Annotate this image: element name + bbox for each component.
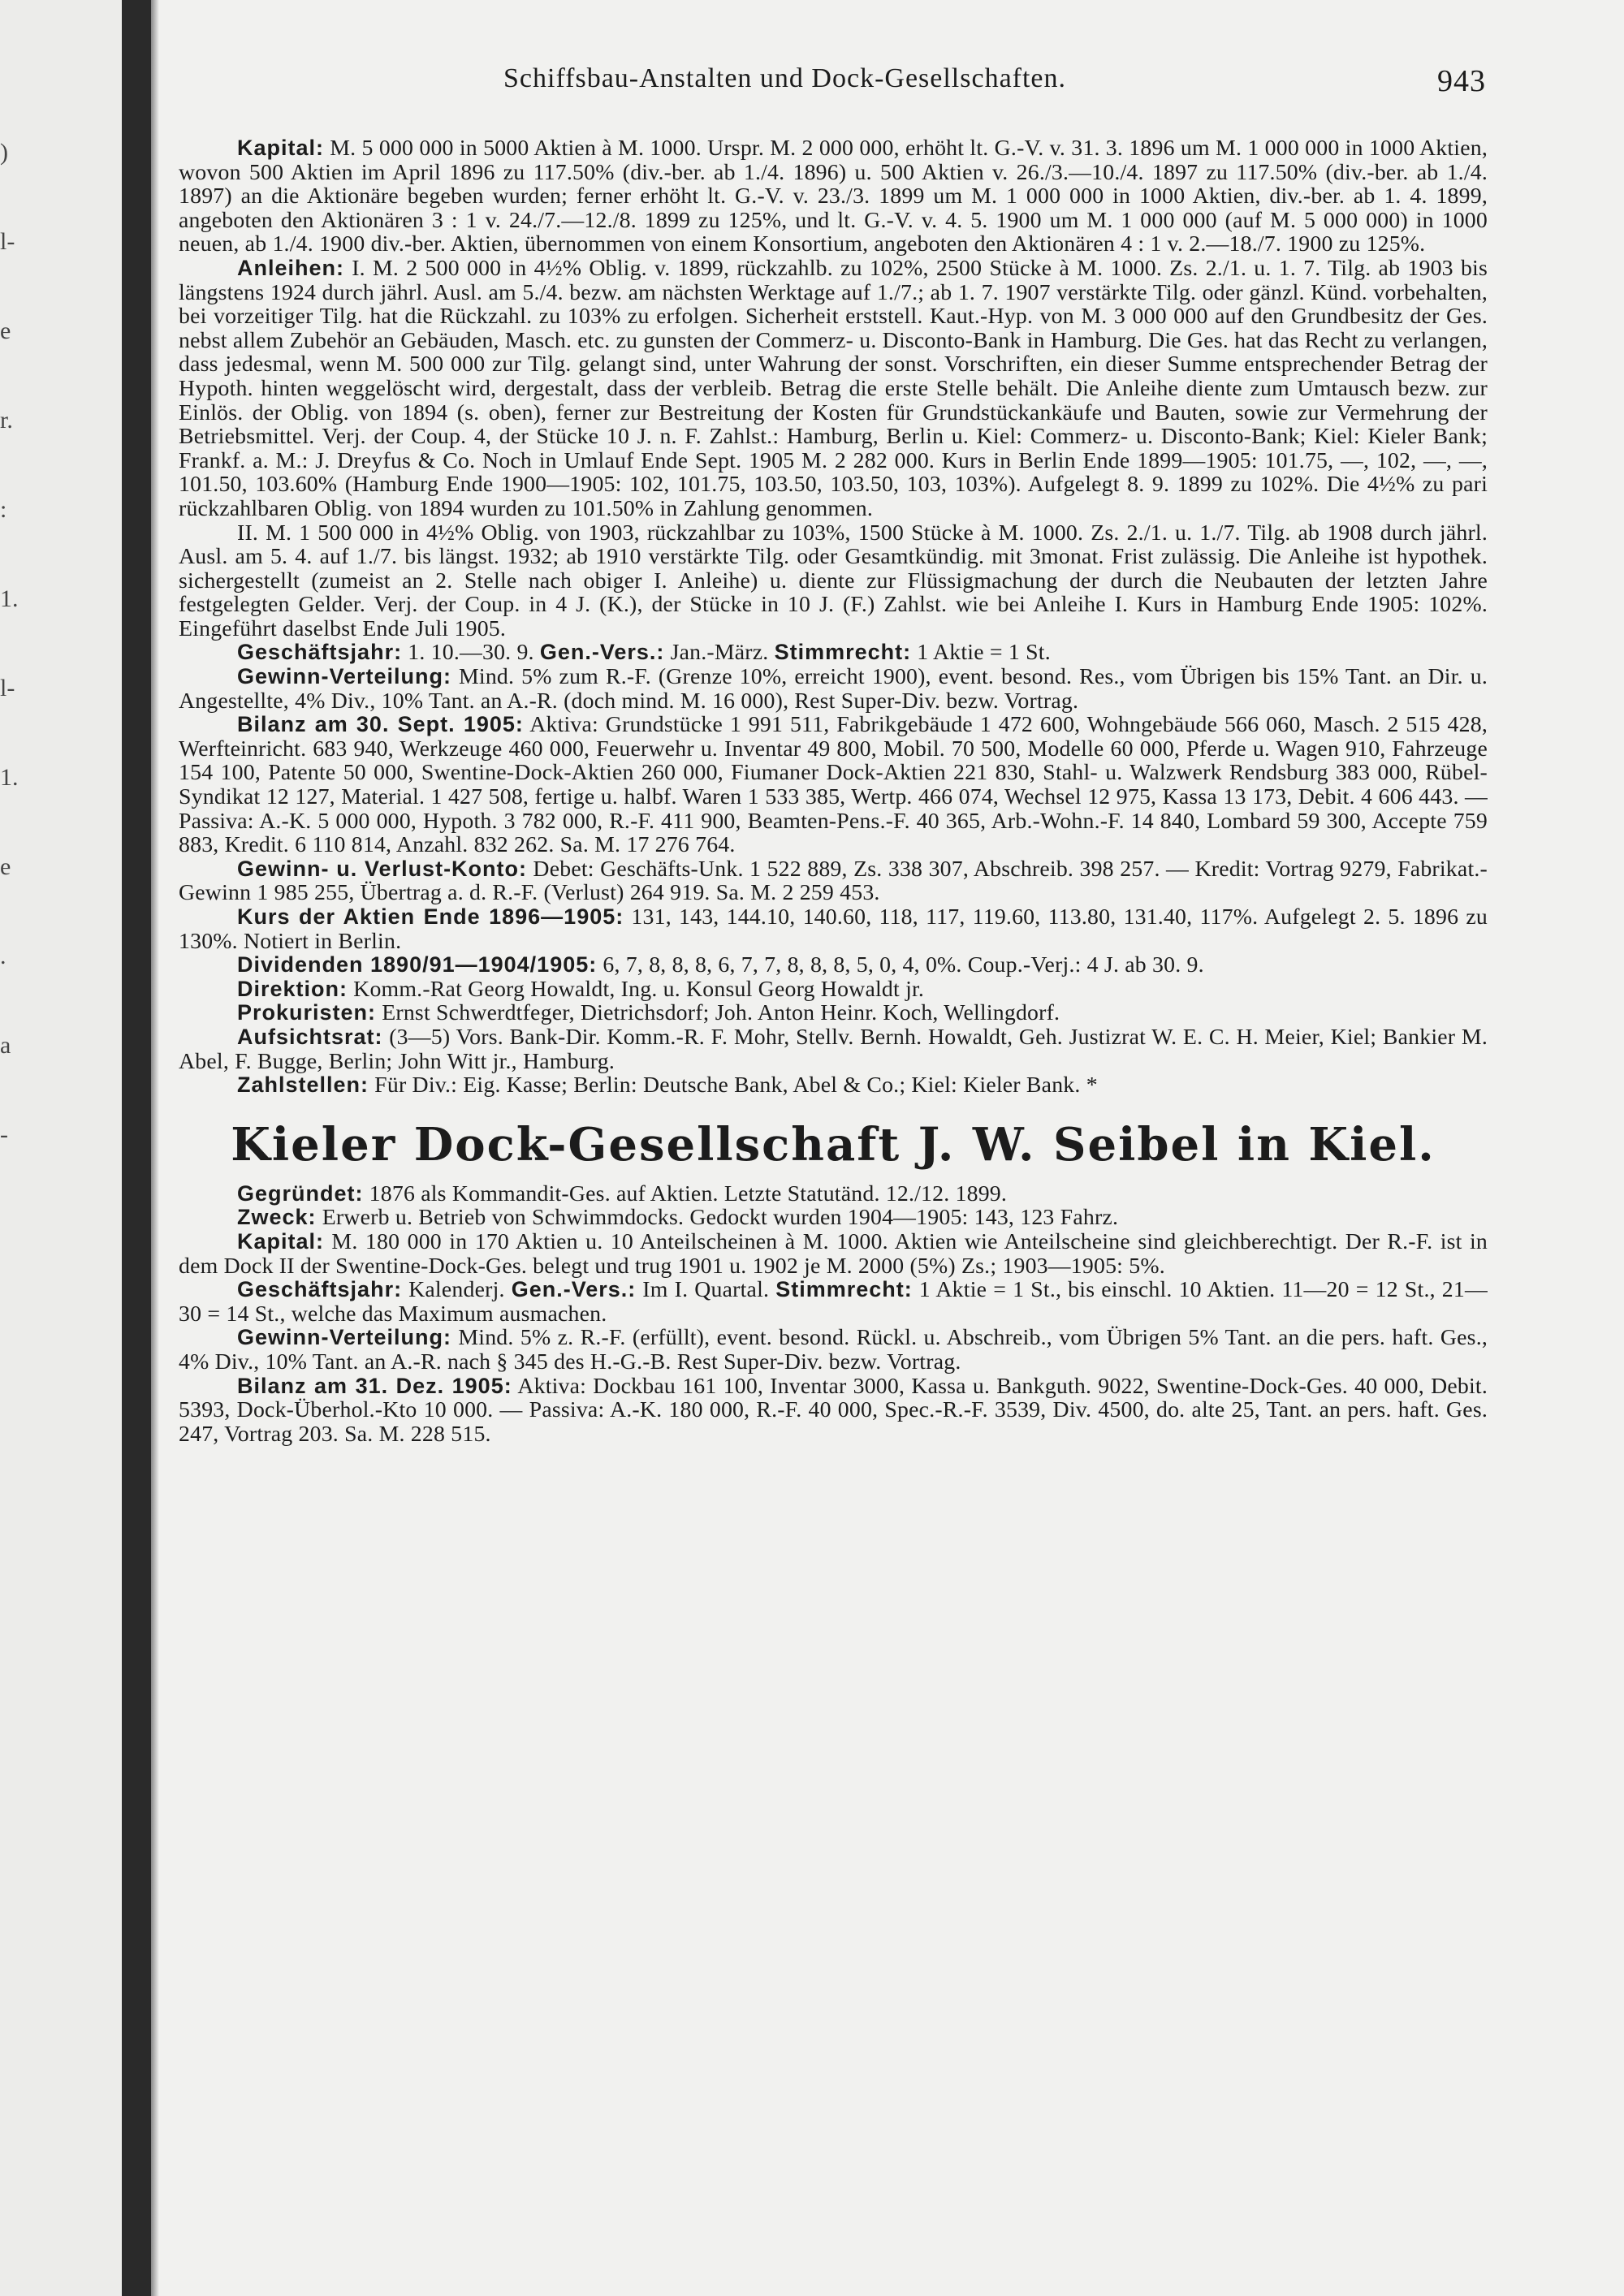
entry-label: Gegründet: bbox=[237, 1180, 364, 1206]
entry-zweck bbox=[179, 1206, 1488, 1230]
entry-text: Aktiva: Dockbau 161 100, Inventar 3000, Kassa u. Bankguth. 9022, Swentine-Dock-Ges. 40 000, Debit. 5393, Dock-Überhol.-Kto 10 000. — Passiva: A.-K. 180 000, R.-F. 40 000, Spec.-R.-F. 3539, Div. 4500, do. alte 25, Tant. an pers. haft. Ges. 247, Vortrag 203. Sa. M. 228 515. bbox=[179, 1373, 1488, 1447]
entry-gewinn-verteilung-2 bbox=[179, 1326, 1488, 1374]
entry-bilanz-2 bbox=[179, 1375, 1488, 1447]
margin-fragment: : bbox=[0, 496, 7, 523]
entry-label: Bilanz am 31. Dez. 1905: bbox=[237, 1373, 512, 1398]
margin-fragment: 1. bbox=[0, 585, 19, 612]
entry-anleihen bbox=[179, 257, 1488, 521]
entry-kapital bbox=[179, 136, 1488, 257]
entry-text: 1 Aktie = 1 St. bbox=[911, 640, 1051, 666]
entry-label: Geschäftsjahr: bbox=[237, 640, 403, 665]
entry-aufsichtsrat bbox=[179, 1025, 1488, 1073]
page-edge bbox=[151, 0, 159, 2296]
entry-text: 1 Aktie = 1 St., bis einschl. 10 Aktien. 11—20 = 12 St., 21—30 = 14 St., welche das Maximum ausmachen. bbox=[179, 1277, 1488, 1327]
entry-text: Im I. Quartal. bbox=[636, 1277, 776, 1303]
book-spine-shadow bbox=[122, 0, 151, 2296]
entry-text: II. M. 1 500 000 in 4½% Oblig. von 1903, rückzahlbar zu 103%, 1500 Stücke à M. 1000. Zs. 2./1. u. 1./7. Tilg. ab 1908 durch jährl. Ausl. am 5. 4. auf 1./7. bis längst. 1932; ab 1910 verstärkte Tilg. oder Gesamtkündig. mit 3monat. Frist zulässig. Die Anleihe ist hypothek. sichergestellt (zumeist an 2. Stelle nach obiger I. Anleihe) u. diente zur Flüssigmachung der durch die Neubauten der letzten Jahre festgelegten Gelder. Verj. der Coup. in 4 J. (K.), der Stücke in 10 J. (F.) Zahlst. wie bei Anleihe I. Kurs in Hamburg Ende 1905: 102%. Eingeführt daselbst Ende Juli 1905. bbox=[179, 520, 1488, 641]
margin-fragment: l- bbox=[0, 228, 15, 255]
entry-direktion bbox=[179, 978, 1488, 1002]
previous-page-margin bbox=[0, 0, 122, 2296]
margin-fragment: a bbox=[0, 1032, 11, 1059]
entry-label: Kurs der Aktien Ende 1896—1905: bbox=[237, 904, 624, 929]
entry-label: Geschäftsjahr: bbox=[237, 1277, 403, 1302]
entry-text: Ernst Schwerdtfeger, Dietrichsdorf; Joh. Anton Heinr. Koch, Wellingdorf. bbox=[376, 1000, 1060, 1026]
entry-text: (3—5) Vors. Bank-Dir. Komm.-R. F. Mohr, Stellv. Bernh. Howaldt, Geh. Justizrat W. E. C. H. Meier, Kiel; Bankier M. Abel, F. Bugge, Berlin; John Witt jr., Hamburg. bbox=[179, 1024, 1488, 1074]
entry-label: Kapital: bbox=[237, 1228, 325, 1254]
entry-zahlstellen bbox=[179, 1073, 1488, 1098]
margin-fragment: . bbox=[0, 943, 6, 969]
header-title: Schiffsbau-Anstalten und Dock-Gesellschaften. bbox=[503, 63, 1067, 93]
company-title: Kieler Dock-Gesellschaft J. W. Seibel in Kiel. bbox=[231, 1117, 1436, 1172]
entry-text: Kalenderj. bbox=[402, 1277, 512, 1303]
entry-label: Stimmrecht: bbox=[775, 1277, 913, 1302]
margin-fragment: e bbox=[0, 317, 11, 344]
entry-text: M. 180 000 in 170 Aktien u. 10 Anteilscheinen à M. 1000. Aktien wie Anteilscheine sind gleichberechtigt. Der R.-F. ist in dem Dock II der Swentine-Dock-Ges. belegt und trug 1901 u. 1902 je M. 2000 (5%) Zs.; 1903—1905: 5%. bbox=[179, 1228, 1488, 1279]
entry-text: 6, 7, 8, 8, 8, 6, 7, 7, 8, 8, 8, 5, 0, 4, 0%. Coup.-Verj.: 4 J. ab 30. 9. bbox=[597, 952, 1204, 978]
entry-label: Aufsichtsrat: bbox=[237, 1024, 383, 1049]
entry-label: Prokuristen: bbox=[237, 1000, 377, 1025]
margin-fragment: - bbox=[0, 1121, 8, 1148]
entry-text: Für Div.: Eig. Kasse; Berlin: Deutsche Bank, Abel & Co.; Kiel: Kieler Bank. * bbox=[369, 1072, 1098, 1098]
entry-gegruendet bbox=[179, 1182, 1488, 1206]
entry-text: 1876 als Kommandit-Ges. auf Aktien. Letzte Statutänd. 12./12. 1899. bbox=[363, 1180, 1008, 1206]
entry-label: Gewinn- u. Verlust-Konto: bbox=[237, 856, 528, 881]
entry-gewinn-verlust bbox=[179, 857, 1488, 905]
entry-label: Bilanz am 30. Sept. 1905: bbox=[237, 712, 524, 737]
entry-text: Erwerb u. Betrieb von Schwimmdocks. Gedockt wurden 1904—1905: 143, 123 Fahrz. bbox=[316, 1205, 1119, 1231]
margin-fragment: ) bbox=[0, 139, 8, 166]
entry-label: Gewinn-Verteilung: bbox=[237, 1325, 452, 1350]
entry-text: I. M. 2 500 000 in 4½% Oblig. v. 1899, rückzahlb. zu 102%, 2500 Stücke à M. 1000. Zs. 2./1. u. 1. 7. Tilg. ab 1903 bis längstens 1924 durch jährl. Ausl. am 5./4. bezw. am nächsten Werktage auf 1./7.; ab 1. 7. 1907 verstärkte Tilg. oder gänzl. Künd. vorbehalten, bei vorzeitiger Tilg. hat die Rückzahl. zu 103% zu erfolgen. Sicherheit erststell. Kaut.-Hyp. von M. 3 000 000 auf den Grundbesitz der Ges. nebst allem Zubehör an Gebäuden, Masch. etc. zu gunsten der Commerz- u. Disconto-Bank in Hamburg. Die Ges. hat das Recht zu verlangen, dass jedesmal, wenn M. 500 000 zur Tilg. gelangt sind, unter Wahrung der sonst. Vorschriften, ein dieser Summe entsprechender Betrag der Hypoth. hinten weggelöscht wird, dergestalt, dass der verbleib. Betrag die erste Stelle behält. Die Anleihe diente zum Umtausch bezw. zur Einlös. der Oblig. von 1894 (s. oben), ferner zur Bestreitung der Kosten für Grundstückankäufe und Bauten, sowie zur Vermehrung der Betriebsmittel. Verj. der Coup. 4, der Stücke 10 J. n. F. Zahlst.: Hamburg, Berlin u. Kiel: Commerz- u. Disconto-Bank; Kiel: Kieler Bank; Frankf. a. M.: J. Dreyfus & Co. Noch in Umlauf Ende Sept. 1905 M. 2 282 000. Kurs in Berlin Ende 1899—1905: 101.75, —, 102, —, —, 101.50, 103.60% (Hamburg Ende 1900—1905: 102, 101.75, 103.50, 103.50, 103, 103%). Aufgelegt 8. 9. 1899 zu 102%. Die 4½% zu pari rückzahlbaren Oblig. von 1894 wurden zu 101.50% in Zahlung genommen. bbox=[179, 255, 1488, 521]
entry-text: Aktiva: Grundstücke 1 991 511, Fabrikgebäude 1 472 600, Wohngebäude 566 060, Masch. 2 515 428, Werfteinricht. 683 940, Werkzeuge 460 000, Feuerwehr u. Inventar 49 800, Mobil. 70 500, Modelle 60 000, Pferde u. Wagen 910, Fahrzeuge 154 100, Patente 50 000, Swentine-Dock-Aktien 260 000, Fiumaner Dock-Aktien 221 830, Stahl- u. Walzwerk Rendsburg 383 000, Rübel-Syndikat 12 127, Material. 1 427 508, fertige u. halbf. Waren 1 533 385, Wertp. 466 074, Wechsel 12 975, Kassa 13 173, Debit. 4 606 443. — Passiva: A.-K. 5 000 000, Hypoth. 3 782 000, R.-F. 411 900, Beamten-Pens.-F. 40 365, Arb.-Wohn.-F. 14 840, Lombard 59 300, Accepte 759 883, Kredit. 6 110 814, Anzahl. 832 262. Sa. M. 17 276 764. bbox=[179, 712, 1488, 858]
entry-text: Jan.-März. bbox=[664, 640, 775, 666]
entry-kurs bbox=[179, 905, 1488, 953]
entry-label: Dividenden 1890/91—1904/1905: bbox=[237, 952, 598, 978]
entry-label: Kapital: bbox=[237, 136, 325, 160]
margin-fragment: e bbox=[0, 853, 11, 880]
running-header bbox=[341, 63, 1608, 98]
entry-kapital-2 bbox=[179, 1230, 1488, 1278]
entry-label: Gen.-Vers.: bbox=[511, 1277, 637, 1302]
margin-fragment: 1. bbox=[0, 764, 19, 791]
entry-text: Mind. 5% zum R.-F. (Grenze 10%, erreicht 1900), event. besond. Res., vom Übrigen bis 15% Tant. an Dir. u. Angestellte, 4% Div., 10% Tant. an A.-R. (doch mind. M. 16 000), Rest Super-Div. bezw. Vortrag. bbox=[179, 664, 1488, 714]
entry-anleihe-ii bbox=[179, 521, 1488, 641]
entry-label: Anleihen: bbox=[237, 255, 345, 280]
entry-text: 1. 10.—30. 9. bbox=[402, 640, 540, 666]
document-body bbox=[179, 136, 1488, 1446]
entry-label: Zahlstellen: bbox=[237, 1072, 369, 1098]
entry-label: Stimmrecht: bbox=[774, 640, 912, 665]
entry-text: Mind. 5% z. R.-F. (erfüllt), event. besond. Rückl. u. Abschreib., vom Übrigen 5% Tant. an die pers. haft. Ges., 4% Div., 10% Tant. an A.-R. nach § 345 des H.-G.-B. Rest Super-Div. bezw. Vortrag. bbox=[179, 1325, 1488, 1375]
entry-gewinn-verteilung bbox=[179, 665, 1488, 713]
entry-text: Debet: Geschäfts-Unk. 1 522 889, Zs. 338 307, Abschreib. 398 257. — Kredit: Vortrag 9279, Fabrikat.-Gewinn 1 985 255, Übertrag a. d. R.-F. (Verlust) 264 919. Sa. M. 2 259 453. bbox=[179, 856, 1488, 906]
margin-fragment: l- bbox=[0, 675, 15, 701]
margin-fragments bbox=[0, 138, 18, 1210]
entry-text: Komm.-Rat Georg Howaldt, Ing. u. Konsul Georg Howaldt jr. bbox=[348, 976, 925, 1002]
entry-bilanz bbox=[179, 713, 1488, 857]
entry-geschaeftsjahr-2 bbox=[179, 1278, 1488, 1326]
margin-fragment: r. bbox=[0, 407, 13, 434]
entry-geschaeftsjahr bbox=[179, 641, 1488, 665]
entry-label: Zweck: bbox=[237, 1205, 317, 1230]
page-number: 943 bbox=[1437, 64, 1486, 98]
entry-text: 131, 143, 144.10, 140.60, 118, 117, 119.60, 113.80, 131.40, 117%. Aufgelegt 2. 5. 1896 zu 130%. Notiert in Berlin. bbox=[179, 904, 1488, 954]
entry-prokuristen bbox=[179, 1001, 1488, 1025]
entry-label: Gewinn-Verteilung: bbox=[237, 664, 452, 689]
entry-text: M. 5 000 000 in 5000 Aktien à M. 1000. Urspr. M. 2 000 000, erhöht lt. G.-V. v. 31. 3. 1896 um M. 1 000 000 in 1000 Aktien, wovon 500 Aktien im April 1896 zu 117.50% (div.-ber. ab 1./4. 1896) u. 500 Aktien v. 26./3.—10./4. 1897 zu 117.50% (div.-ber. ab 1./4. 1897) an die Aktionäre begeben wurden; ferner erhöht lt. G.-V. v. 23./3. 1899 um M. 1 000 000 in 1000 Aktien, div.-ber. ab 1. 4. 1899, angeboten den Aktionären 3 : 1 v. 24./7.—12./8. 1899 zu 125%, und lt. G.-V. v. 4. 5. 1900 um M. 1 000 000 (auf M. 5 000 000) in 1000 neuen, ab 1./4. 1900 div.-ber. Aktien, übernommen von einem Konsortium, angeboten den Aktionären 4 : 1 v. 2.—18./7. 1900 zu 125%. bbox=[179, 136, 1488, 257]
entry-dividenden bbox=[179, 953, 1488, 978]
entry-label: Direktion: bbox=[237, 976, 348, 1001]
entry-label: Gen.-Vers.: bbox=[539, 640, 665, 665]
